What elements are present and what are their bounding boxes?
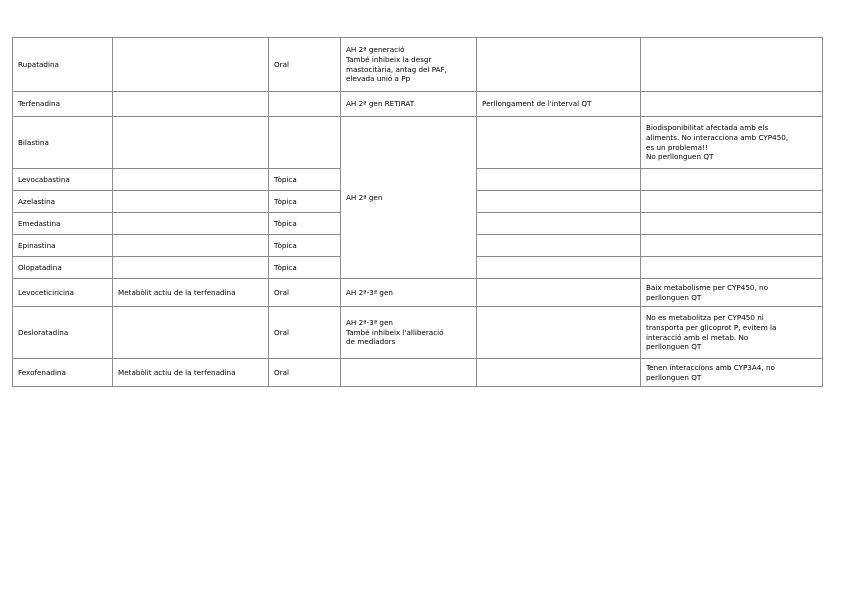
generation-cell [341, 359, 477, 387]
notes-cell [641, 235, 823, 257]
metabolite-cell [113, 257, 269, 279]
route-cell [269, 92, 341, 117]
qt-cell [477, 117, 641, 169]
qt-cell [477, 279, 641, 307]
drug-name-cell: Fexofenadina [13, 359, 113, 387]
metabolite-cell [113, 235, 269, 257]
route-cell: Oral [269, 307, 341, 359]
generation-cell: AH 2ª generació També inhibeix la desgr mastocitària, antag del PAF, elevada unió a Pp [341, 38, 477, 92]
qt-cell [477, 307, 641, 359]
route-cell: Tòpica [269, 257, 341, 279]
notes-cell: Biodisponibilitat afectada amb els aliments. No interacciona amb CYP450, es un problema!! No perllonguen QT [641, 117, 823, 169]
drug-name-cell: Rupatadina [13, 38, 113, 92]
metabolite-cell [113, 213, 269, 235]
metabolite-cell [113, 38, 269, 92]
drug-name-cell: Levoceticiricina [13, 279, 113, 307]
drug-name-cell: Olopatadina [13, 257, 113, 279]
route-cell: Tòpica [269, 235, 341, 257]
notes-cell: Baix metabolisme per CYP450, no perllonguen QT [641, 279, 823, 307]
table-row [13, 279, 823, 307]
route-cell: Tòpica [269, 169, 341, 191]
table-row [13, 359, 823, 387]
metabolite-cell [113, 92, 269, 117]
route-cell [269, 117, 341, 169]
metabolite-cell: Metabòlit actiu de la terfenadina [113, 279, 269, 307]
notes-cell: Tenen interaccions amb CYP3A4, no perllonguen QT [641, 359, 823, 387]
metabolite-cell [113, 191, 269, 213]
notes-cell: No es metabolitza per CYP450 ni transporta per glicoprot P, evitem la interacció amb el metab. No perllonguen QT [641, 307, 823, 359]
drug-name-cell: Azelastina [13, 191, 113, 213]
table-row [13, 38, 823, 92]
route-cell: Tòpica [269, 191, 341, 213]
qt-cell [477, 359, 641, 387]
qt-cell: Perllongament de l'interval QT [477, 92, 641, 117]
drug-name-cell: Terfenadina [13, 92, 113, 117]
generation-cell: AH 2ª-3ª gen [341, 279, 477, 307]
table-row [13, 307, 823, 359]
drug-name-cell: Bilastina [13, 117, 113, 169]
generation-merged-cell: AH 2ª gen [341, 117, 477, 279]
generation-cell: AH 2ª gen RETIRAT [341, 92, 477, 117]
drug-name-cell: Epinastina [13, 235, 113, 257]
metabolite-cell [113, 307, 269, 359]
notes-cell [641, 213, 823, 235]
drug-name-cell: Desloratadina [13, 307, 113, 359]
route-cell: Tòpica [269, 213, 341, 235]
route-cell: Oral [269, 38, 341, 92]
route-cell: Oral [269, 279, 341, 307]
generation-cell: AH 2ª-3ª gen També inhibeix l'alliberació de mediadors [341, 307, 477, 359]
qt-cell [477, 169, 641, 191]
notes-cell [641, 257, 823, 279]
metabolite-cell [113, 117, 269, 169]
metabolite-cell: Metabòlit actiu de la terfenadina [113, 359, 269, 387]
table-row [13, 117, 823, 169]
notes-cell [641, 191, 823, 213]
metabolite-cell [113, 169, 269, 191]
table-row [13, 92, 823, 117]
qt-cell [477, 235, 641, 257]
route-cell: Oral [269, 359, 341, 387]
notes-cell [641, 92, 823, 117]
qt-cell [477, 191, 641, 213]
antihistamine-table [12, 37, 823, 387]
drug-name-cell: Emedastina [13, 213, 113, 235]
notes-cell [641, 38, 823, 92]
qt-cell [477, 213, 641, 235]
notes-cell [641, 169, 823, 191]
drug-name-cell: Levocabastina [13, 169, 113, 191]
qt-cell [477, 38, 641, 92]
qt-cell [477, 257, 641, 279]
